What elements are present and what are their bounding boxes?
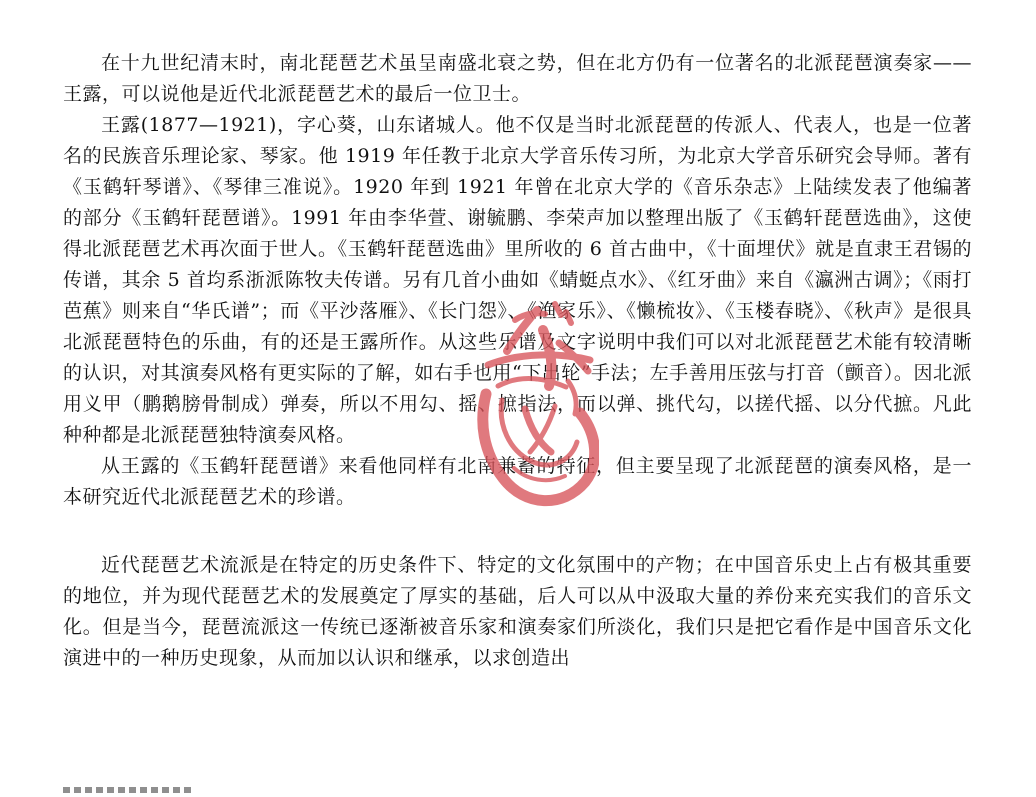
partial-next-line	[63, 787, 193, 793]
paragraph-conclusion: 近代琵琶艺术流派是在特定的历史条件下、特定的文化氛围中的产物；在中国音乐史上占有极其重要的地位，并为现代琵琶艺术的发展奠定了厚实的基础，后人可以从中汲取大量的养份来充实我们的音乐文化。但是当今，琵琶流派这一传统已逐渐被音乐家和演奏家们所淡化，我们只是把它看作是中国音乐文化演进中的一种历史现象，从而加以认识和继承，以求创造出	[63, 554, 972, 669]
red-seal-stamp-icon	[467, 292, 599, 516]
paragraph-yuhexuan: 从王露的《玉鹤轩琵琶谱》来看他同样有北南兼蓄的特征，但主要呈现了北派琵琶的演奏风格，是一本研究近代北派琵琶艺术的珍谱。	[63, 455, 972, 508]
paragraph-gap	[63, 513, 972, 550]
paragraph-intro: 在十九世纪清末时，南北琵琶艺术虽呈南盛北衰之势，但在北方仍有一位著名的北派琵琶演奏家——王露，可以说他是近代北派琵琶艺术的最后一位卫士。	[63, 52, 972, 105]
paragraph-wang-lu: 王露(1877—1921)，字心葵，山东诸城人。他不仅是当时北派琵琶的传派人、代表人，也是一位著名的民族音乐理论家、琴家。他 1919 年任教于北京大学音乐传习所，为北京大学音乐研究会导师。著有《玉鹤轩琴谱》、《琴律三准说》。1920 年到 1921 年曾在北京大学的《音乐杂志》上陆续发表了他编著的部分《玉鹤轩琵琶谱》。1991 年由李华萱、谢毓鹏、李荣声加以整理出版了《玉鹤轩琵琶选曲》，这使得北派琵琶艺术再次面于世人。《玉鹤轩琵琶选曲》里所收的 6 首古曲中，《十面埋伏》就是直隶王君锡的传谱，其余 5 首均系浙派陈牧夫传谱。另有几首小曲如《蜻蜓点水》、《红牙曲》来自《瀛洲古调》；《雨打芭蕉》则来自“华氏谱”；而《平沙落雁》、《长门怨》、《渔家乐》、《懒梳妆》、《玉楼春晓》、《秋声》是很具北派琵琶特色的乐曲，有的还是王露所作。从这些乐谱及文字说明中我们可以对北派琵琶艺术能有较清晰的认识，对其演奏风格有更实际的了解，如右手也用“下出轮”手法；左手善用压弦与打音（颤音）。因北派用义甲（鹏鹅膀骨制成）弹奏，所以不用勾、摇、摭指法，而以弹、挑代勾，以搓代摇、以分代摭。凡此种种都是北派琵琶独特演奏风格。	[63, 114, 972, 446]
